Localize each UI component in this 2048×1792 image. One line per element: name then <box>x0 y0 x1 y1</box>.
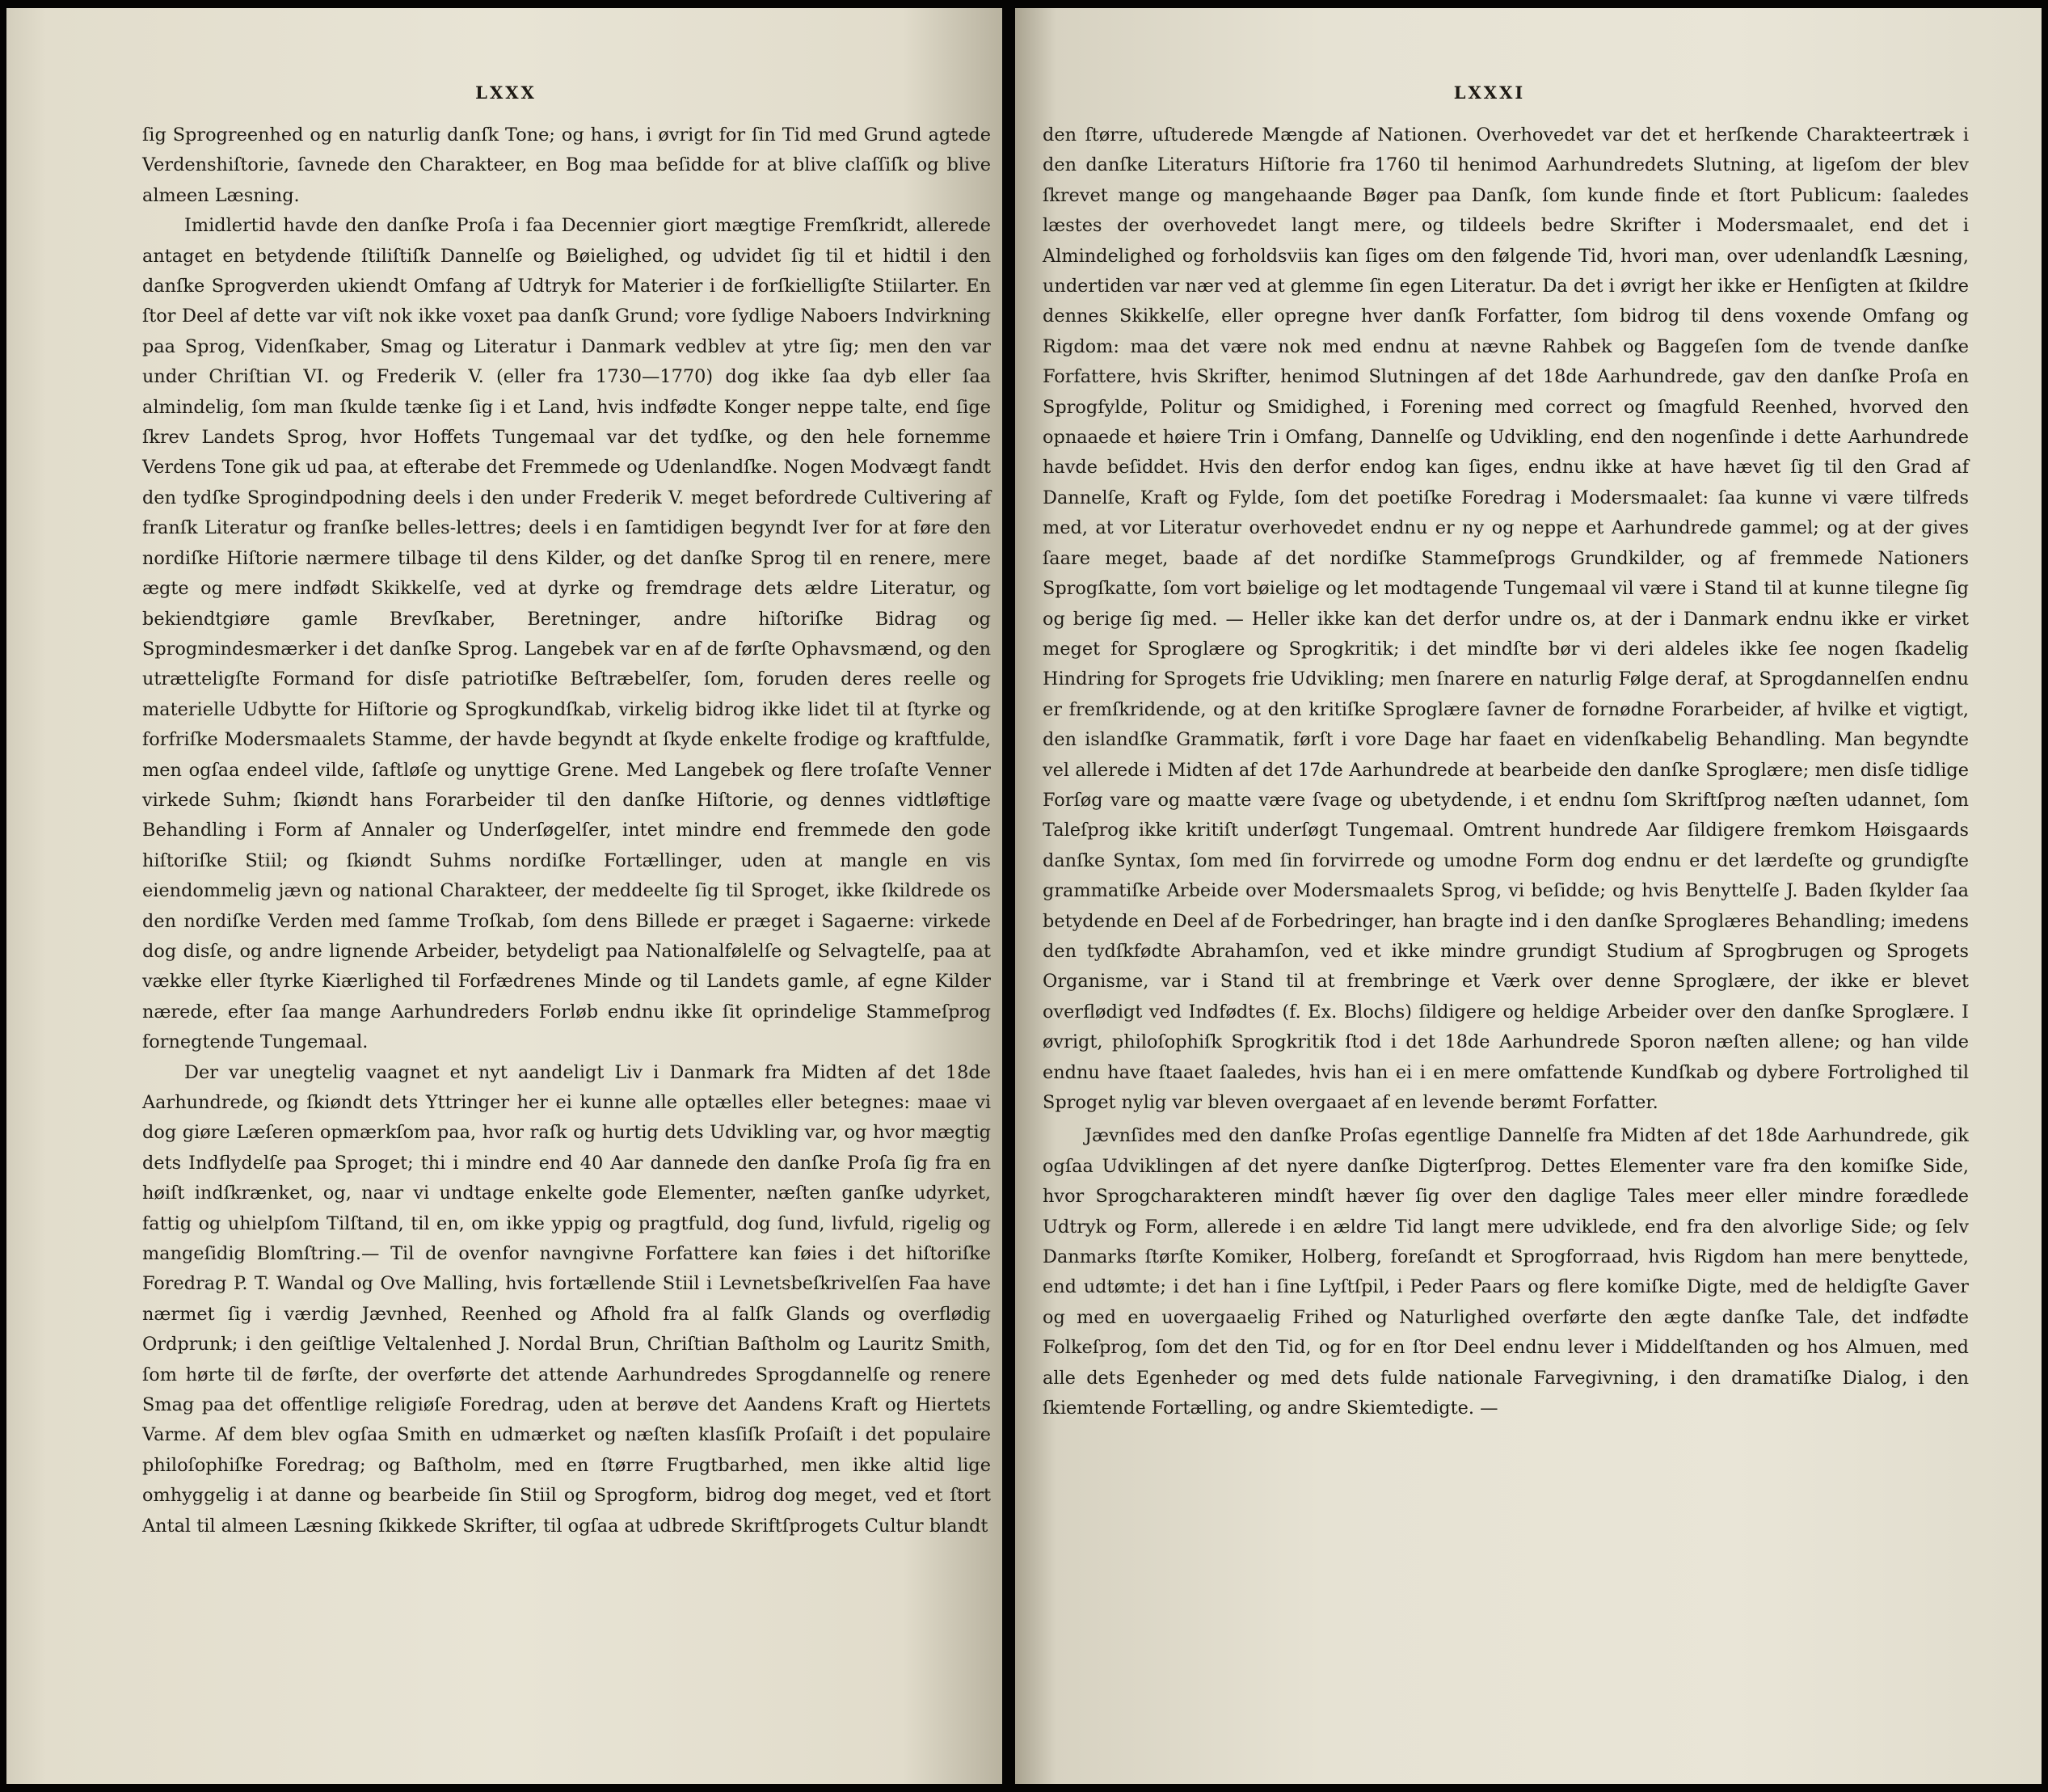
page-number: LXXXI <box>1453 82 1526 103</box>
page-number: LXXX <box>475 82 537 103</box>
paragraph: den ſtørre, uſtuderede Mængde af Nationen. Overhovedet var det et herſkende Charakteertræk i den danſke Literaturs Hiſtorie fra 1760 til henimod Aarhundredets Slutning, at ligeſom der blev ſkrevet mange og mangehaande Bøger paa Danſk, ſom kunde finde et ſtort Publicum: ſaaledes læstes der overhovedet langt mere, og tildeels bedre Skrifter i Modersmaalet, end det i Almindelighed og forholdsviis kan ſiges om den følgende Tid, hvori man, over udenlandſk Læsning, undertiden var nær ved at glemme ſin egen Literatur. Da det i øvrigt her ikke er Henſigten at ſkildre dennes Skikkelſe, eller opregne hver danſk Forfatter, ſom bidrog til dens voxende Omfang og Rigdom: maa det være nok med endnu at nævne Rahbek og Baggeſen ſom de tvende danſke Forfattere, hvis Skrifter, henimod Slutningen af det 18de Aarhundrede, gav den danſke Proſa en Sprogfylde, Politur og Smidighed, i Forening med correct og ſmagfuld Reenhed, hvorved den opnaaede et høiere Trin i Omfang, Dannelſe og Udvikling, end den nogenſinde i dette Aarhundrede havde beſiddet. Hvis den derfor endog kan ſiges, endnu ikke at have hævet ſig til den Grad af Dannelſe, Kraft og Fylde, ſom det poetiſke Foredrag i Modersmaalet: ſaa kunne vi være tilfreds med, at vor Literatur overhovedet endnu er ny og neppe et Aarhundrede gammel; og at der gives ſaare meget, baade af det nordiſke Stammeſprogs Grundkilder, og af fremmede Nationers Sprogſkatte, ſom vort bøielige og let modtagende Tungemaal vil være i Stand til at kunne tilegne ſig og berige ſig med. — Heller ikke kan det derfor undre os, at der i Danmark endnu ikke er virket meget for Sproglære og Sprogkritik; i det mindſte bør vi deri aldeles ikke ſee nogen ſkadelig Hindring for Sprogets frie Udvikling; men ſnarere en naturlig Følge deraf, at Sprogdannelſen endnu er fremſkridende, og at den kritiſke Sproglære ſavner de fornødne Forarbeider, af hvilke et vigtigt, den islandſke Grammatik, førſt i vore Dage har faaet en videnſkabelig Behandling. Man begyndte vel allerede i Midten af det 17de Aarhundrede at bearbeide den danſke Sproglære; men disſe tidlige Forſøg vare og maatte være ſvage og ubetydende, i et endnu ſom Skriftſprog næſten udannet, ſom Taleſprog ikke kritiſt underſøgt Tungemaal. Omtrent hundrede Aar ſildigere fremkom Høisgaards danſke Syntax, ſom med ſin forvirrede og umodne Form dog endnu er det lærdeſte og grundigſte grammatiſke Arbeide over Modersmaalets Sprog, vi beſidde; og hvis Benyttelſe J. Baden ſkylder ſaa betydende en Deel af de Forbedringer, han bragte ind i den danſke Sproglæres Behandling; imedens den tydſkfødte Abrahamſon, ved et ikke mindre grundigt Studium af Sprogbrugen og Sprogets Organisme, var i Stand til at frembringe et Værk over denne Sproglære, der ikke er blevet overflødigt ved Indfødtes (f. Ex. Blochs) ſildigere og heldige Arbeider over den danſke Sproglære. I øvrigt, philoſophiſk Sprogkritik ſtod i det 18de Aarhundrede Sporon næſten allene; og han vilde endnu have ſtaaet ſaaledes, hvis han ei i en mere omfattende Kundſkab og dybere Fortrolighed til Sproget nylig var bleven overgaaet af en levende berømt Forfatter. <box>1043 124 1969 1113</box>
paragraph: Der var unegtelig vaagnet et nyt aandeligt Liv i Danmark fra Midten af det 18de Aarhundrede, og ſkiøndt dets Yttringer her ei kunne alle optælles eller betegnes: maae vi dog giøre Læſeren opmærkſom paa, hvor raſk og hurtig dets Udvikling var, og hvor mægtig dets Indflydelſe paa Sproget; thi i mindre end 40 Aar dannede den danſke Proſa ſig fra en høiſt indſkrænket, og, naar vi undtage enkelte gode Elementer, næſten ganſke udyrket, fattig og uhielpſom Tilſtand, til en, om ikke yppig og pragtfuld, dog ſund, livfuld, rigelig og mangeſidig Blomſtring.— Til de ovenfor navngivne Forfattere kan føies i det hiſtoriſke Foredrag P. T. Wandal og Ove Malling, hvis fortællende Stiil i Levnetsbeſkrivelſen Faa have nærmet ſig i værdig Jævnhed, Reenhed og Afhold fra al falſk Glands og overflødig Ordprunk; i den geiſtlige Veltalenhed J. Nordal Brun, Chriſtian Baſtholm og Lauritz Smith, ſom hørte til de førſte, der overførte det attende Aarhundredes Sprogdannelſe og renere Smag paa det offentlige religiøſe Foredrag, uden at berøve det Aandens Kraft og Hiertets Varme. Af dem blev ogſaa Smith en udmærket og næſten klasſiſk Proſaiſt i det populaire philoſophiſke Foredrag; og Baſtholm, med en ſtørre Frugtbarhed, men ikke altid lige omhyggelig i at danne og bearbeide ſin Stiil og Sprogform, bidrog dog meget, ved et ſtort Antal til almeen Læsning ſkikkede Skrifter, til ogſaa at udbrede Skriftſprogets Cultur blandt <box>142 1061 991 1537</box>
paragraph: Imidlertid havde den danſke Proſa i faa Decennier giort mægtige Fremſkridt, allerede antaget en betydende ſtiliſtiſk Dannelſe og Bøielighed, og udvidet ſig til et hidtil i den danſke Sprogverden ukiendt Omfang af Udtryk for Materier i de forſkielligſte Stiilarter. En ſtor Deel af dette var viſt nok ikke voxet paa danſk Grund; vore ſydlige Naboers Indvirkning paa Sprog, Videnſkaber, Smag og Literatur i Danmark vedblev at ytre ſig; men den var under Chriſtian VI. og Frederik V. (eller fra 1730—1770) dog ikke ſaa dyb eller ſaa almindelig, ſom man ſkulde tænke ſig i et Land, hvis indfødte Konger neppe talte, end ſige ſkrev Landets Sprog, hvor Hoffets Tungemaal var det tydſke, og den hele fornemme Verdens Tone gik ud paa, at efterabe det Fremmede og Udenlandſke. Nogen Modvægt fandt den tydſke Sprogindpodning deels i den under Frederik V. meget befordrede Cultivering af franſk Literatur og franſke belles-lettres; deels i en ſamtidigen begyndt Iver for at føre den nordiſke Hiſtorie nærmere tilbage til dens Kilder, og det danſke Sprog til en renere, mere ægte og mere indfødt Skikkelſe, ved at dyrke og fremdrage dets ældre Literatur, og bekiendtgiøre gamle Brevſkaber, Beretninger, andre hiſtoriſke Bidrag og Sprogmindesmærker i det danſke Sprog. Langebek var en af de førſte Ophavsmænd, og den utrætteligſte Formand for disſe patriotiſke Beſtræbelſer, ſom, foruden deres reelle og materielle Udbytte for Hiſtorie og Sprogkundſkab, virkelig bidrog ikke lidet til at ſtyrke og forfriſke Modersmaalets Stamme, der havde begyndt at ſkyde enkelte frodige og kraftfulde, men ogſaa endeel vilde, ſaftløſe og unyttige Grene. Med Langebek og flere troſaſte Venner virkede Suhm; ſkiøndt hans Forarbeider til den danſke Hiſtorie, og dennes vidtløftige Behandling i Form af Annaler og Underſøgelſer, intet mindre end fremmede den gode hiſtoriſke Stiil; og ſkiøndt Suhms nordiſke Fortællinger, uden at mangle en vis eiendommelig jævn og national Charakteer, der meddeelte ſig til Sproget, ikke ſkildrede os den nordiſke Verden med ſamme Troſkab, ſom dens Billede er præget i Sagaerne: virkede dog disſe, og andre lignende Arbeider, betydeligt paa Nationalfølelſe og Selvagtelſe, paa at vække eller ſtyrke Kiærlighed til Forfædrenes Minde og til Landets gamle, af egne Kilder nærede, efter ſaa mange Aarhundreders Forløb endnu ikke ſit oprindelige Stammeſprog fornegtende Tungemaal. <box>142 215 991 1053</box>
right-page <box>1015 8 2042 1784</box>
paragraph: ſig Sprogreenhed og en naturlig danſk Tone; og hans, i øvrigt for ſin Tid med Grund agtede Verdenshiſtorie, ſavnede den Charakteer, en Bog maa beſidde for at blive claſſiſk og blive almeen Læsning. <box>142 124 991 206</box>
left-page <box>6 8 1002 1784</box>
paragraph: Jævnſides med den danſke Proſas egentlige Dannelſe fra Midten af det 18de Aarhundrede, gik ogſaa Udviklingen af det nyere danſke Digterſprog. Dettes Elementer vare fra den komiſke Side, hvor Sprogcharakteren mindſt hæver ſig over den daglige Tales meer eller mindre forædlede Udtryk og Form, allerede i en ældre Tid langt mere udviklede, end fra den alvorlige Side; og ſelv Danmarks ſtørſte Komiker, Holberg, foreſandt et Sprogforraad, hvis Rigdom han mere benyttede, end udtømte; i det han i ſine Lyſtſpil, i Peder Paars og flere komiſke Digte, med de heldigſte Gaver og med en uovergaaelig Frihed og Naturlighed overførte den ægte danſke Tale, det indfødte Folkeſprog, ſom det den Tid, og for en ſtor Deel endnu lever i Middelſtanden og hos Almuen, med alle dets Egenheder og med dets fulde nationale Farvegivning, i den dramatiſke Dialog, i den ſkiemtende Fortælling, og andre Skiemtedigte. — <box>1043 1125 1969 1419</box>
